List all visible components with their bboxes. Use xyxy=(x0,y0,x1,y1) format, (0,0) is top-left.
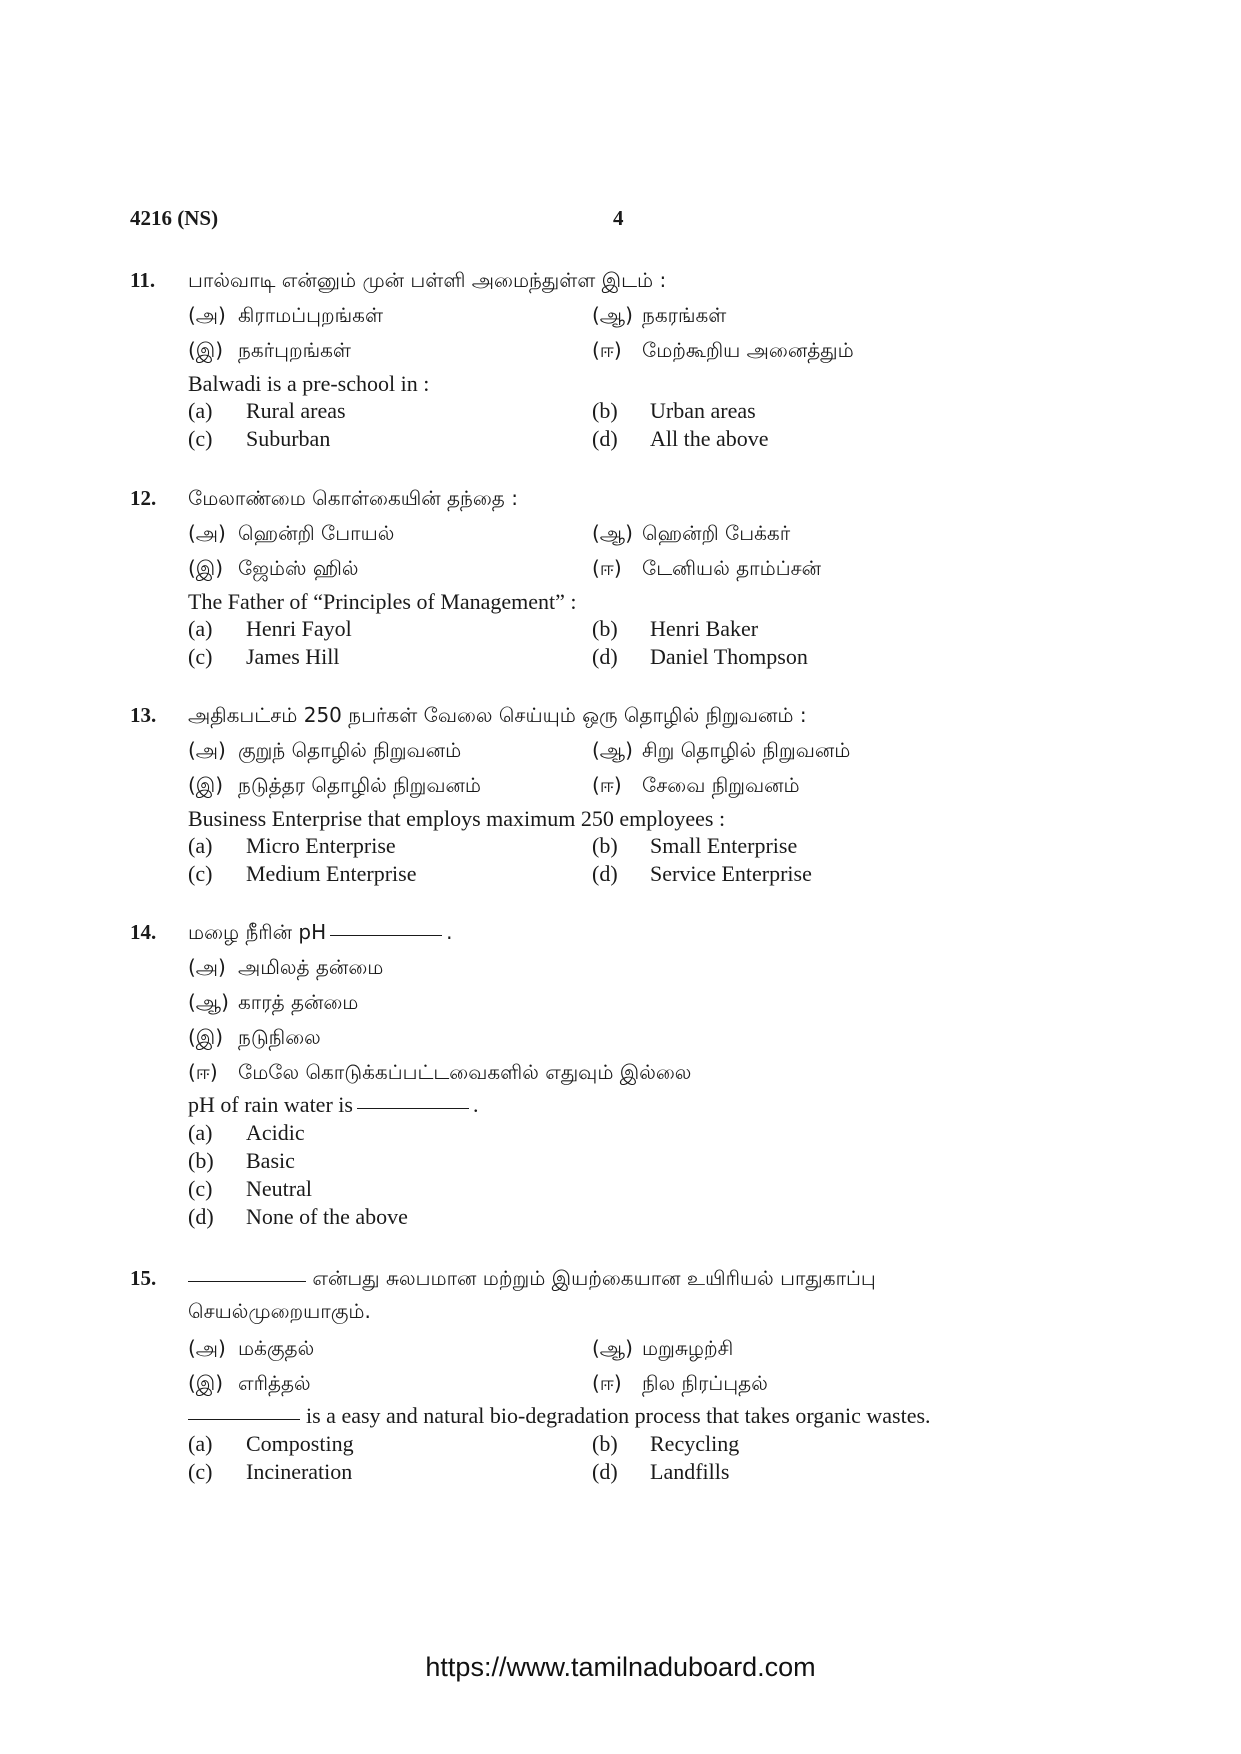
english-option: (c) Neutral xyxy=(188,1176,312,1201)
english-option: (b) Small Enterprise xyxy=(592,833,798,858)
page-header xyxy=(130,206,1130,236)
english-stem: is a easy and natural bio-degradation process that takes organic wastes. xyxy=(188,1403,931,1429)
english-option: (c) Medium Enterprise xyxy=(188,861,417,886)
question-number: 15. xyxy=(130,1266,157,1290)
tamil-option: (ஈ) சேவை நிறுவனம் xyxy=(592,773,800,797)
tamil-option: (இ) நகர்புறங்கள் xyxy=(188,338,351,362)
tamil-option: (இ) நடுத்தர தொழில் நிறுவனம் xyxy=(188,773,482,797)
tamil-option: (ஈ) டேனியல் தாம்ப்சன் xyxy=(592,556,822,580)
answer-blank xyxy=(188,1419,300,1420)
english-option: (d) Daniel Thompson xyxy=(592,644,808,669)
english-option: (d) Service Enterprise xyxy=(592,861,812,886)
tamil-stem: பால்வாடி என்னும் முன் பள்ளி அமைந்துள்ள இடம் : xyxy=(188,268,667,292)
answer-blank xyxy=(188,1281,306,1282)
question-number: 13. xyxy=(130,703,157,727)
page-number: 4 xyxy=(613,206,624,230)
english-option: (c) Incineration xyxy=(188,1459,353,1484)
english-option: (b) Basic xyxy=(188,1148,295,1173)
english-option: (a) Micro Enterprise xyxy=(188,833,396,858)
tamil-option: (ஆ) சிறு தொழில் நிறுவனம் xyxy=(592,738,851,762)
footer-url[interactable]: https://www.tamilnaduboard.com xyxy=(425,1652,816,1682)
tamil-stem: மேலாண்மை கொள்கையின் தந்தை : xyxy=(188,486,518,510)
english-option: (c) James Hill xyxy=(188,644,340,669)
english-option: (a) Acidic xyxy=(188,1120,305,1145)
tamil-option: (ஈ) மேலே கொடுக்கப்பட்டவைகளில் எதுவும் இல்லை xyxy=(188,1060,692,1084)
tamil-stem-continued: செயல்முறையாகும். xyxy=(188,1299,371,1323)
english-option: (b) Henri Baker xyxy=(592,616,759,641)
english-option: (d) All the above xyxy=(592,426,769,451)
tamil-option: (அ) அமிலத் தன்மை xyxy=(188,955,384,979)
question-number: 12. xyxy=(130,486,157,510)
tamil-stem: மழை நீரின் pH . xyxy=(188,920,453,944)
english-stem: The Father of “Principles of Management” : xyxy=(188,589,577,614)
tamil-option: (இ) ஜேம்ஸ் ஹில் xyxy=(188,556,359,580)
english-option: (b) Recycling xyxy=(592,1431,740,1456)
english-option: (a) Henri Fayol xyxy=(188,616,352,641)
tamil-option: (அ) கிராமப்புறங்கள் xyxy=(188,303,383,327)
tamil-option: (இ) எரித்தல் xyxy=(188,1371,311,1395)
tamil-stem: என்பது சுலபமான மற்றும் இயற்கையான உயிரியல் பாதுகாப்பு xyxy=(188,1266,876,1293)
question-number: 11. xyxy=(130,268,156,292)
english-option: (d) Landfills xyxy=(592,1459,730,1484)
english-option: (a) Rural areas xyxy=(188,398,346,423)
english-option: (c) Suburban xyxy=(188,426,331,451)
tamil-stem: அதிகபட்சம் 250 நபர்கள் வேலை செய்யும் ஒரு தொழில் நிறுவனம் : xyxy=(188,703,807,727)
tamil-option: (ஆ) மறுசுழற்சி xyxy=(592,1336,734,1360)
english-option: (b) Urban areas xyxy=(592,398,756,423)
tamil-option: (அ) மக்குதல் xyxy=(188,1336,315,1360)
tamil-option: (அ) குறுந் தொழில் நிறுவனம் xyxy=(188,738,462,762)
answer-blank xyxy=(357,1108,469,1109)
tamil-option: (ஆ) நகரங்கள் xyxy=(592,303,727,327)
tamil-option: (ஈ) மேற்கூறிய அனைத்தும் xyxy=(592,338,854,362)
paper-code: 4216 (NS) xyxy=(130,206,219,230)
question-number: 14. xyxy=(130,920,157,944)
tamil-option: (ஈ) நில நிரப்புதல் xyxy=(592,1371,768,1395)
tamil-option: (அ) ஹென்றி போயல் xyxy=(188,521,395,545)
english-stem: Business Enterprise that employs maximum 250 employees : xyxy=(188,806,726,831)
english-stem: Balwadi is a pre-school in : xyxy=(188,371,430,396)
english-stem: pH of rain water is . xyxy=(188,1092,479,1117)
tamil-option: (இ) நடுநிலை xyxy=(188,1025,321,1049)
answer-blank xyxy=(330,935,442,936)
tamil-option: (ஆ) காரத் தன்மை xyxy=(188,990,359,1014)
tamil-option: (ஆ) ஹென்றி பேக்கர் xyxy=(592,521,791,545)
english-option: (a) Composting xyxy=(188,1431,354,1456)
english-option: (d) None of the above xyxy=(188,1204,408,1229)
